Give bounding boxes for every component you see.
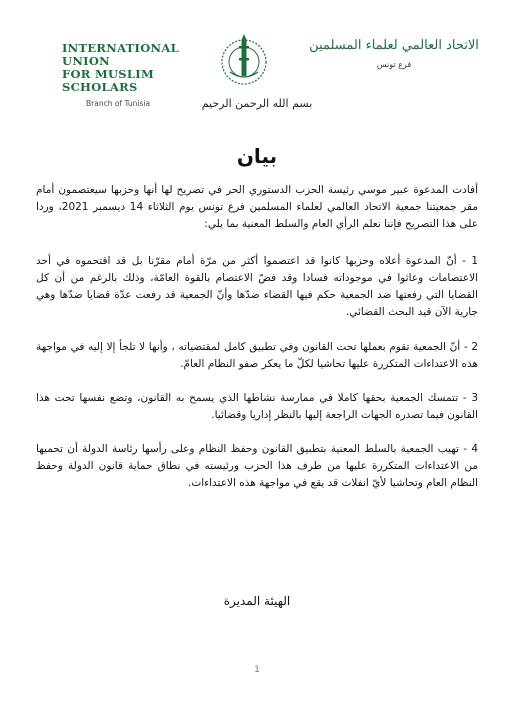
point-3-paragraph: 3 - تتمسك الجمعية بحقها كاملا في ممارسة نشاطها الذي يسمح به القانون، وتضع نفسها تحت هذا القانون فيما تصدره الجهات الراجعة إليها بالنظر إداريا وقضائيا. <box>36 392 478 421</box>
org-name-english-line2: FOR MUSLIM SCHOLARS <box>62 67 155 94</box>
point-1-paragraph: 1 - أنّ المدعوة أعلاه وحزبها كانوا قد اعتصموا أكثر من مرّة أمام مقرّنا بل قد اقتحموه في أحد الاعتصامات وعاثوا في موجوداته فسادا وقد فضّ الاعتصام بالقوة العامّة، وذلك بالرغم من أن كل القضايا التي رفعتها ضد الجمعية حكم فيها القضاء ضدّها وأنّ الجمعية قد رفعت عدّة قضايا ضدّها وهي جارية الآن قيد البحث القضائي. <box>36 255 478 318</box>
branch-english: Branch of Tunisia <box>86 99 151 108</box>
point-2-paragraph: 2 - أنّ الجمعية تقوم بعملها تحت القانون وفي تطبيق كامل لمقتضياته ، وأنها لا تلجأ إلا إليه في مواجهة هذه الاعتداءات المتكررة عليها تحاشيا لكلّ ما يعكر صفو النظام العامّ. <box>36 341 478 370</box>
basmala: بسم الله الرحمن الرحيم <box>201 97 313 110</box>
signature: الهيئة المديرة <box>223 594 291 608</box>
intro-paragraph: أفادت المدعوة عبير موسي رئيسة الحزب الدستوري الحر في تصريح لها أنها وحزبها سيعتصمون أمام مقر جمعيتنا جمعية الاتحاد العالمي لعلماء المسلمين فرع تونس يوم الثلاثاء 14 ديسمبر 2021، وردا على هذا التصريح فإننا نعلم الرأي العام والسلط المعنية بما يلي: <box>36 184 478 230</box>
branch-arabic: فرع تونس <box>376 60 412 69</box>
org-name-english-line1: INTERNATIONAL UNION <box>62 41 179 68</box>
page-number: 1 <box>254 665 260 675</box>
org-name-arabic-text: الاتحاد العالمي لعلماء المسلمين <box>309 38 479 53</box>
union-emblem-icon <box>218 32 270 88</box>
document-title: بيان <box>236 144 278 168</box>
org-name-arabic <box>304 38 484 73</box>
statement-body <box>36 182 478 509</box>
point-4-paragraph: 4 - تهيب الجمعية بالسلط المعنية بتطبيق القانون وحفظ النظام وعلى رأسها رئاسة الدولة أن تحميها من الاعتداءات المتكررة عليها من طرف هذا الحزب ورئيسته في نطاق حماية قانون الدولة وحفظ النظام العام وتحاشيا لأيّ انفلات قد يقع في مواجهة هذه الاعتداءات. <box>36 443 478 489</box>
